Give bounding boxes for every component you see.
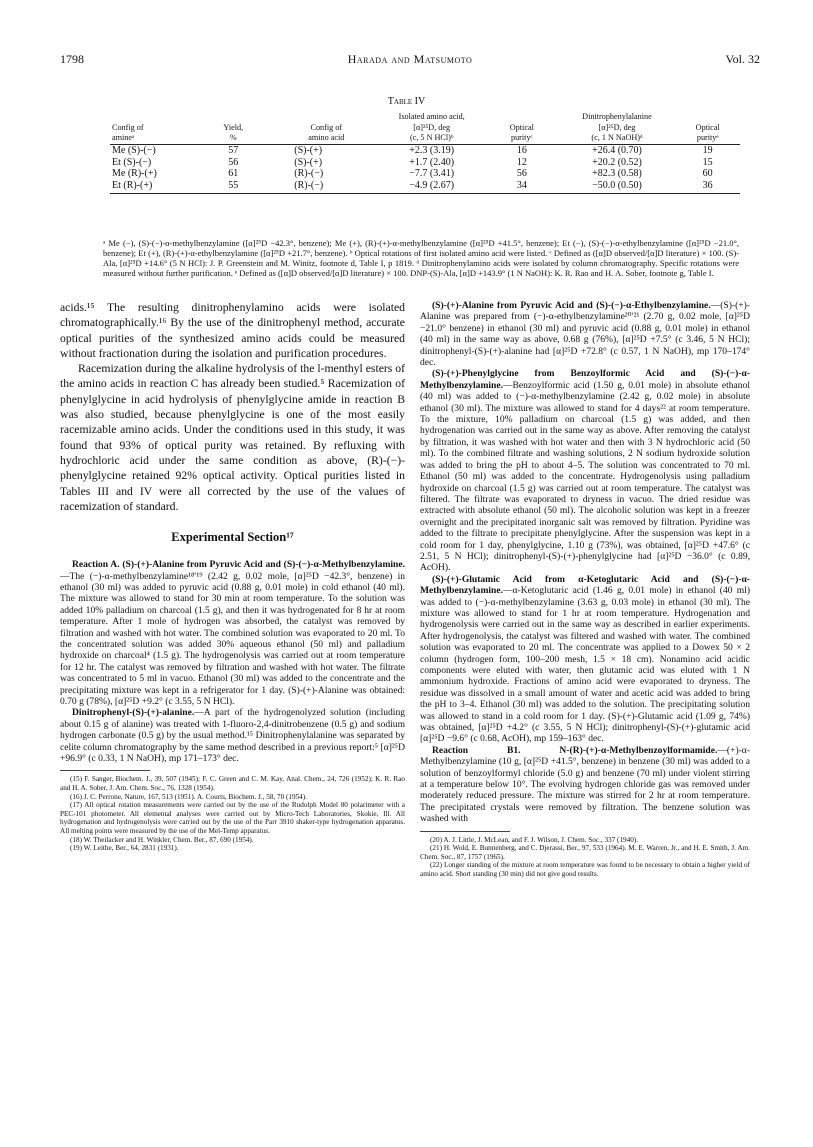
running-head: Harada and Matsumoto [347, 52, 473, 66]
footnote: (20) A. J. Little, J. McLean, and F. J. Wilson, J. Chem. Soc., 337 (1940). [430, 835, 639, 844]
page-number: 1798 [60, 52, 84, 66]
footnotes [420, 836, 750, 879]
footnote: (17) All optical rotation measurements were carried out by the use of the Rudolph Model 80 polarimeter with a PEC-101 photometer. All elemental analyses were carried out by Micro-Tech Laboratories, Skokie, Ill. All hydrogenation and hydrogenolysis were carried out by the use of the Parr 3910 shaker-type hydrogenation apparatus. All melting points were measured by the use of the Mel-Temp apparatus. [60, 801, 405, 836]
table-row: Et (S)-(−) 56 (S)-(+) +1.7 (2.40) 12 +20.2 (0.52) 15 [112, 156, 713, 168]
paragraph: acids.¹⁵ The resulting dinitrophenylamino acids were isolated chromatographically.¹⁶ By the use of the dinitrophenyl method, accurate optical purities of the synthesized amino acids could be measured without fractionation during the isolation and purification procedures. [60, 301, 405, 360]
paragraph: (S)-(+)-Glutamic Acid from α-Ketoglutaric Acid and (S)-(−)-α-Methylbenzylamine.—α-Ketoglutaric acid (1.46 g, 0.01 mole) in ethanol (40 ml) was added to (−)-α-methylbenzylamine (3.63 g, 0.03 mole) in ethanol (30 ml). The mixture was allowed to stand for 1 hr at room temperature. Hydrogenation and hydrogenolysis were carried out in the same way as described in earlier experiments. After hydrogenolysis, the catalyst was filtered and washed with water. The combined solution was evaporated to 20 ml. The concentrate was applied to a Dowex 50 × 2 column (hydrogen form, 100–200 mesh, 1.5 × 18 cm). Nonamino acid acidic components were eluted with water, then glutamic acid was eluted with 1 N ammonium hydroxide. Fractions of amino acid were evaporated to dryness. The residue was dissolved in a small amount of water and acetic acid was added to bring the pH to 3–4. Ethanol (30 ml) was added to the solution. The precipitating solution was allowed to stand in a cold room for 1 day. (S)-(+)-Glutamic acid (1.09 g, 74%) was obtained, [α]²⁵D +4.2° (c 3.55, 5 N HCl); dinitrophenyl-(S)-(+)-glutamic acid [α]²⁵D −9.6° (c 0.68, AcOH), mp 159–163° dec. [420, 573, 750, 745]
experimental-text [420, 300, 750, 825]
col-header: Config of amino acid [308, 123, 345, 142]
col-header: Yield, % [223, 123, 244, 142]
experimental-text [60, 559, 405, 764]
table-row: Me (S)-(−) 57 (S)-(+) +2.3 (3.19) 16 +26.4 (0.70) 19 [112, 145, 713, 157]
footnote: (15) F. Sanger, Biochem. J., 39, 507 (1945); F. C. Green and C. M. Kay, Anal. Chem., 24, 726 (1952); K. R. Rao and H. A. Sober, J. Am. Chem. Soc., 76, 1328 (1954). [60, 775, 405, 793]
paragraph: Racemization during the alkaline hydrolysis of the l-menthyl esters of the amino acids in reaction C has already been studied.⁵ Racemization of phenylglycine in acid hydrolysis of phenylglycine amide in reaction B was also studied, because phenylglycine is one of the most easily racemizable amino acids. Under the conditions used in this study, it was found that 93% of optical purity was retained. By refluxing with hydrochloric acid under the same condition as above, (R)-(−)-phenylglycine retained 92% optical activity. Optical purities listed in Tables III and IV were all corrected by the use of the values of racemization of standard. [60, 362, 405, 513]
table-title: Table IV [387, 96, 426, 107]
table-iv [110, 112, 740, 194]
table-row: Et (R)-(+) 55 (R)-(−) −4.9 (2.67) 34 −50.0 (0.50) 36 [112, 179, 713, 191]
right-column [420, 300, 750, 879]
table-row: Me (R)-(+) 61 (R)-(−) −7.7 (3.41) 56 +82.3 (0.58) 60 [112, 168, 713, 180]
paragraph: Reaction B1. N-(R)-(+)-α-Methylbenzoylformamide.—(+)-α-Methylbenzylamine (10 g, [α]²⁵D +41.5°, benzene) in benzene (30 ml) was added to a solution of benzoylformyl chloride (5.0 g) and benzene (70 ml) under violent stirring at a temperature below 10°. The evolving hydrogen chloride gas was removed under moderately reduced pressure. The mixture was stirred for 2 hr at room temperature. The precipitated crystals were removed by filtration. The benzene solution was washed with [420, 744, 750, 825]
footnote: (22) Longer standing of the mixture at room temperature was found to be necessary to obtain a higher yield of amino acid. Short standing (30 min) did not give good results. [420, 861, 750, 879]
intro-text [60, 300, 405, 514]
footnote: (19) W. Leithe, Ber., 64, 2831 (1931). [70, 844, 179, 853]
paragraph: (S)-(+)-Alanine from Pyruvic Acid and (S)-(−)-α-Ethylbenzylamine.—(S)-(+)-Alanine was prepared from (−)-α-ethylbenzylamine²⁰ʹ²¹ (2.70 g, 0.02 mole, [α]²⁵D −21.0° benzene) in ethanol (30 ml) and pyruvic acid (0.88 g, 0.01 mole) in ethanol (40 ml) in the same way as above, 0.68 g (76%), [α]²⁵D +7.5° (c 3.46, 5 N HCl); dinitrophenyl-(S)-(+)-alanine had [α]²⁵D +72.8° (c 0.57, 1 N NaOH), mp 170–174° dec. [420, 300, 750, 369]
col-header: [α]²⁵D, deg (c, 1 N NaOH)ᵈ [591, 123, 643, 142]
group-head-dnp: Dinitrophenylalanine [582, 112, 652, 121]
table-footnote: ᵃ Me (−), (S)-(−)-α-methylbenzylamine ([α]²⁵D −42.3°, benzene); Me (+), (R)-(+)-α-methylbenzylamine ([α]²⁵D +41.5°, benzene); Et (−), (S)-(−)-α-ethylbenzylamine ([α]²⁵D −21.0°, benzene); Et (+), (R)-(+)-α-ethylbenzylamine ([α]²⁵D +21.7°, benzene). ᵇ Optical rotations of first isolated amino acid were listed. ᶜ Defined as ([α]D observed/[α]D literature) × 100. (S)-Ala, [α]²⁵D +14.6° (5 N HCl): J. P. Greenstein and M. Winitz, footnote d, Table I, p 1819. ᵈ Dinitrophenylamino acids were isolated by column chromatography. Specific rotations were measured without further purification. ᵉ Defined as ([α]D observed/[α]D literature) × 100. DNP-(S)-Ala, [α]D +143.9° (1 N NaOH): K. R. Rao and H. A. Sober, footnote g, Table I. [103, 238, 739, 279]
col-header: Config of amineᵃ [112, 123, 144, 142]
col-header: Optical purityᶜ [509, 123, 534, 142]
page-header [60, 52, 760, 68]
footnote: (21) H. Wold, E. Bunnenberg, and C. Djerassi, Ber., 97, 533 (1964). M. E. Warren, Jr., and H. E. Smith, J. Am. Chem. Soc., 87, 1757 (1965). [420, 844, 750, 861]
paragraph: Dinitrophenyl-(S)-(+)-alanine.—A part of the hydrogenolyzed solution (including about 0.15 g of alanine) was treated with 1-fluoro-2,4-dinitrobenzene (0.5 g) and sodium hydrogen carbonate (0.5 g) by the usual method.¹⁵ Dinitrophenylalanine was separated by celite column chromatography by the same method described in a previous report:⁵ [α]²⁵D +96.9° (c 0.33, 1 N NaOH), mp 171–173° dec. [60, 707, 405, 765]
paragraph: (S)-(+)-Phenylglycine from Benzoylformic Acid and (S)-(−)-α-Methylbenzylamine.—Benzoylformic acid (1.50 g, 0.01 mole) in absolute ethanol (40 ml) was added to (−)-α-methylbenzylamine (2.42 g, 0.02 mole) in absolute ethanol (30 ml). The mixture was allowed to stand for 4 days²² at room temperature. To the mixture, 10% palladium on charcoal (1.5 g) was added, and then hydrogenation was carried out in the same way as above. After removing the catalyst by filtration, it was washed with hot water and then with 3 N hydrochloric acid (50 ml). To the combined filtrate and washing solutions, 2 N sodium hydroxide solution was added to bring the pH to about 4–5. The solution was concentrated to 70 ml. Ethanol (50 ml) was added to the concentrate. Hydrogenolysis using palladium hydroxide on charcoal (1.5 g) was carried out at room temperature. The catalyst was filtered. The filtrate was evaporated to dryness in vacuo. The dried residue was extracted with absolute ethanol (50 ml). The alcoholic solution was kept in a freezer overnight and the precipitated inorganic salt was removed by filtration. Pyridine was added to the filtrate to precipitate phenylglycine. After the suspension was kept in a cold room for 1 day, phenylglycine, 1.10 g (73%), was obtained, [α]²⁵D +47.6° (c 2.51, 5 N HCl); dinitrophenyl-(S)-(+)-phenylglycine had [α]²⁵D −36.0° (c 0.89, AcOH). [420, 368, 750, 574]
left-column [60, 300, 405, 853]
volume-label: Vol. 32 [725, 52, 760, 66]
footnote-rule [420, 831, 510, 832]
footnote: (18) W. Theilacker and H. Winkler, Chem. Ber., 87, 690 (1954). [70, 835, 254, 844]
data-table [110, 112, 740, 194]
footnotes [60, 775, 405, 852]
col-header: Optical purityᵉ [695, 123, 720, 142]
paragraph: Reaction A. (S)-(+)-Alanine from Pyruvic Acid and (S)-(−)-α-Methylbenzylamine.—The (−)-α-methylbenzylamine¹⁸ʹ¹⁹ (2.42 g, 0.02 mole, [α]²⁵D −42.3°, benzene) in ethanol (30 ml) was added to pyruvic acid (0.88 g, 0.01 mole) in cold ethanol (40 ml). The mixture was allowed to stand for 30 min at room temperature. To the solution was added 10% palladium on charcoal (1.5 g), and then it was hydrogenated for 8 hr at room temperature. After 1 mole of hydrogen was absorbed, the catalyst was removed by filtration and washed with hot water. The combined solution was evaporated to 20 ml. To the concentrated solution was added 30% aqueous ethanol (50 ml) and palladium hydroxide on charcoal⁴ (1.5 g). The hydrogenolysis was carried out at room temperature for 12 hr. The catalyst was removed by filtration and washed with hot water. The filtrate was concentrated to 5 ml in vacuo. Ethanol (30 ml) was added to the concentrate and the precipitating mixture was kept in a refrigerator for 1 day. (S)-(+)-Alanine was obtained: 0.70 g (78%), [α]²⁵D +9.2° (c 3.55, 5 N HCl). [60, 559, 405, 708]
section-heading: Experimental Section¹⁷ [171, 530, 294, 545]
group-head-isolated: Isolated amino acid, [398, 112, 465, 121]
footnote-rule [60, 770, 150, 771]
footnote: (16) J. C. Perrone, Nature, 167, 513 (1951). A. Courts, Biochem. J., 58, 70 (1954). [70, 792, 307, 801]
col-header: [α]²⁵D, deg (c, 5 N HCl)ᵇ [409, 123, 454, 142]
